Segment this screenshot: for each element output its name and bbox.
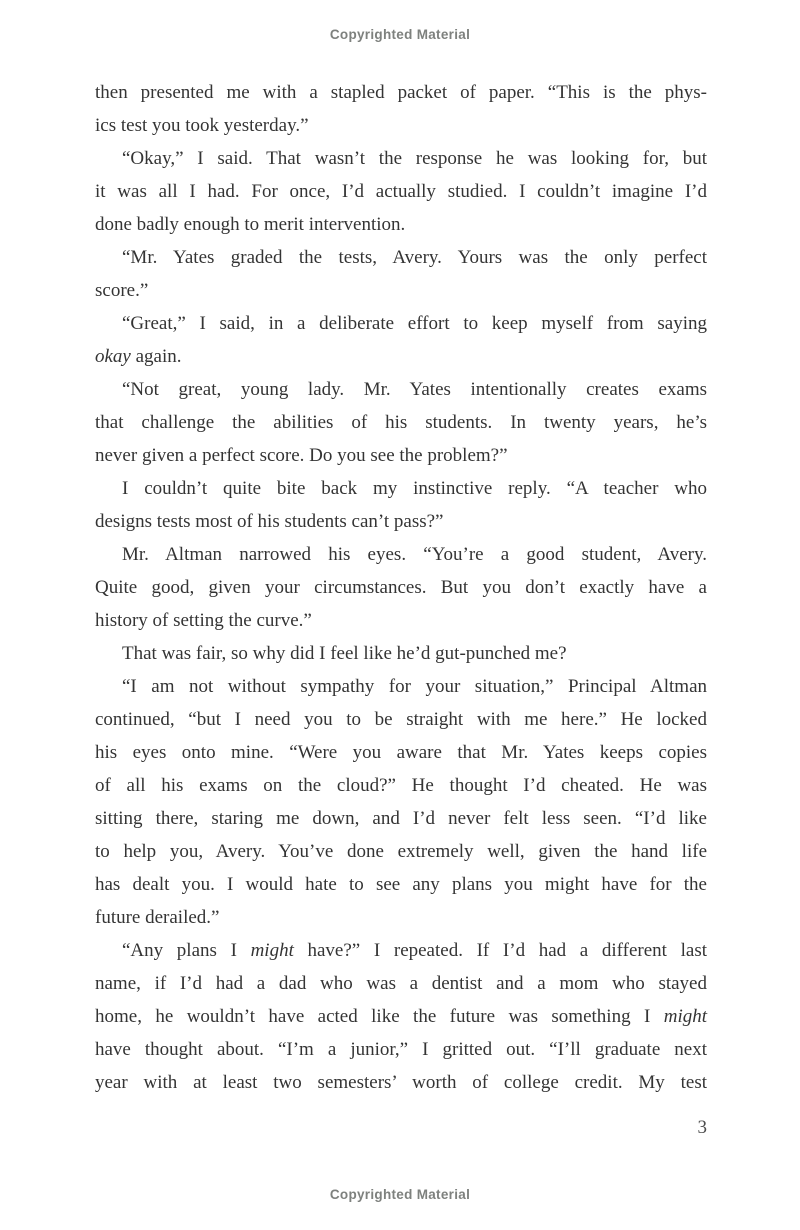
text-line: I couldn’t quite bite back my instinctive reply. “A teacher who — [122, 478, 707, 499]
text-line: continued, “but I need you to be straight with me here.” He locked — [95, 709, 707, 730]
text-line: his eyes onto mine. “Were you aware that Mr. Yates keeps copies — [95, 742, 707, 763]
text-line: name, if I’d had a dad who was a dentist and a mom who stayed — [95, 973, 707, 994]
copyright-notice-top: Copyrighted Material — [329, 27, 471, 42]
page-number: 3 — [697, 1117, 707, 1138]
text-line: “I am not without sympathy for your situation,” Principal Altman — [122, 676, 707, 697]
text-line: has dealt you. I would hate to see any plans you might have for the — [95, 874, 707, 895]
text-line: “Any plans I might have?” I repeated. If I’d had a different last — [122, 940, 707, 961]
text-line: it was all I had. For once, I’d actually studied. I couldn’t imagine I’d — [95, 181, 707, 202]
text-line: then presented me with a stapled packet of paper. “This is the phys- — [95, 82, 707, 103]
text-line: sitting there, staring me down, and I’d never felt less seen. “I’d like — [95, 808, 707, 829]
text-line: history of setting the curve.” — [95, 610, 312, 631]
text-line: ics test you took yesterday.” — [95, 115, 309, 136]
text-line: “Okay,” I said. That wasn’t the response he was looking for, but — [122, 148, 707, 169]
text-line: that challenge the abilities of his students. In twenty years, he’s — [95, 412, 707, 433]
page-text — [95, 76, 707, 1099]
text-line: never given a perfect score. Do you see the problem?” — [95, 445, 508, 466]
text-line: year with at least two semesters’ worth of college credit. My test — [95, 1072, 707, 1093]
text-line: of all his exams on the cloud?” He thought I’d cheated. He was — [95, 775, 707, 796]
text-line: “Great,” I said, in a deliberate effort to keep myself from saying — [122, 313, 707, 334]
text-line: Quite good, given your circumstances. But you don’t exactly have a — [95, 577, 707, 598]
text-line: Mr. Altman narrowed his eyes. “You’re a good student, Avery. — [122, 544, 707, 565]
text-line: okay again. — [95, 346, 182, 367]
text-line: designs tests most of his students can’t pass?” — [95, 511, 444, 532]
text-line: That was fair, so why did I feel like he’d gut-punched me? — [122, 643, 567, 664]
text-line: have thought about. “I’m a junior,” I gritted out. “I’ll graduate next — [95, 1039, 707, 1060]
text-line: “Not great, young lady. Mr. Yates intentionally creates exams — [122, 379, 707, 400]
text-line: home, he wouldn’t have acted like the future was something I might — [95, 1006, 707, 1027]
copyright-notice-bottom: Copyrighted Material — [329, 1187, 471, 1202]
text-line: done badly enough to merit intervention. — [95, 214, 406, 235]
text-line: “Mr. Yates graded the tests, Avery. Yours was the only perfect — [122, 247, 707, 268]
text-line: future derailed.” — [95, 907, 220, 928]
text-line: to help you, Avery. You’ve done extremely well, given the hand life — [95, 841, 707, 862]
text-line: score.” — [95, 280, 149, 301]
